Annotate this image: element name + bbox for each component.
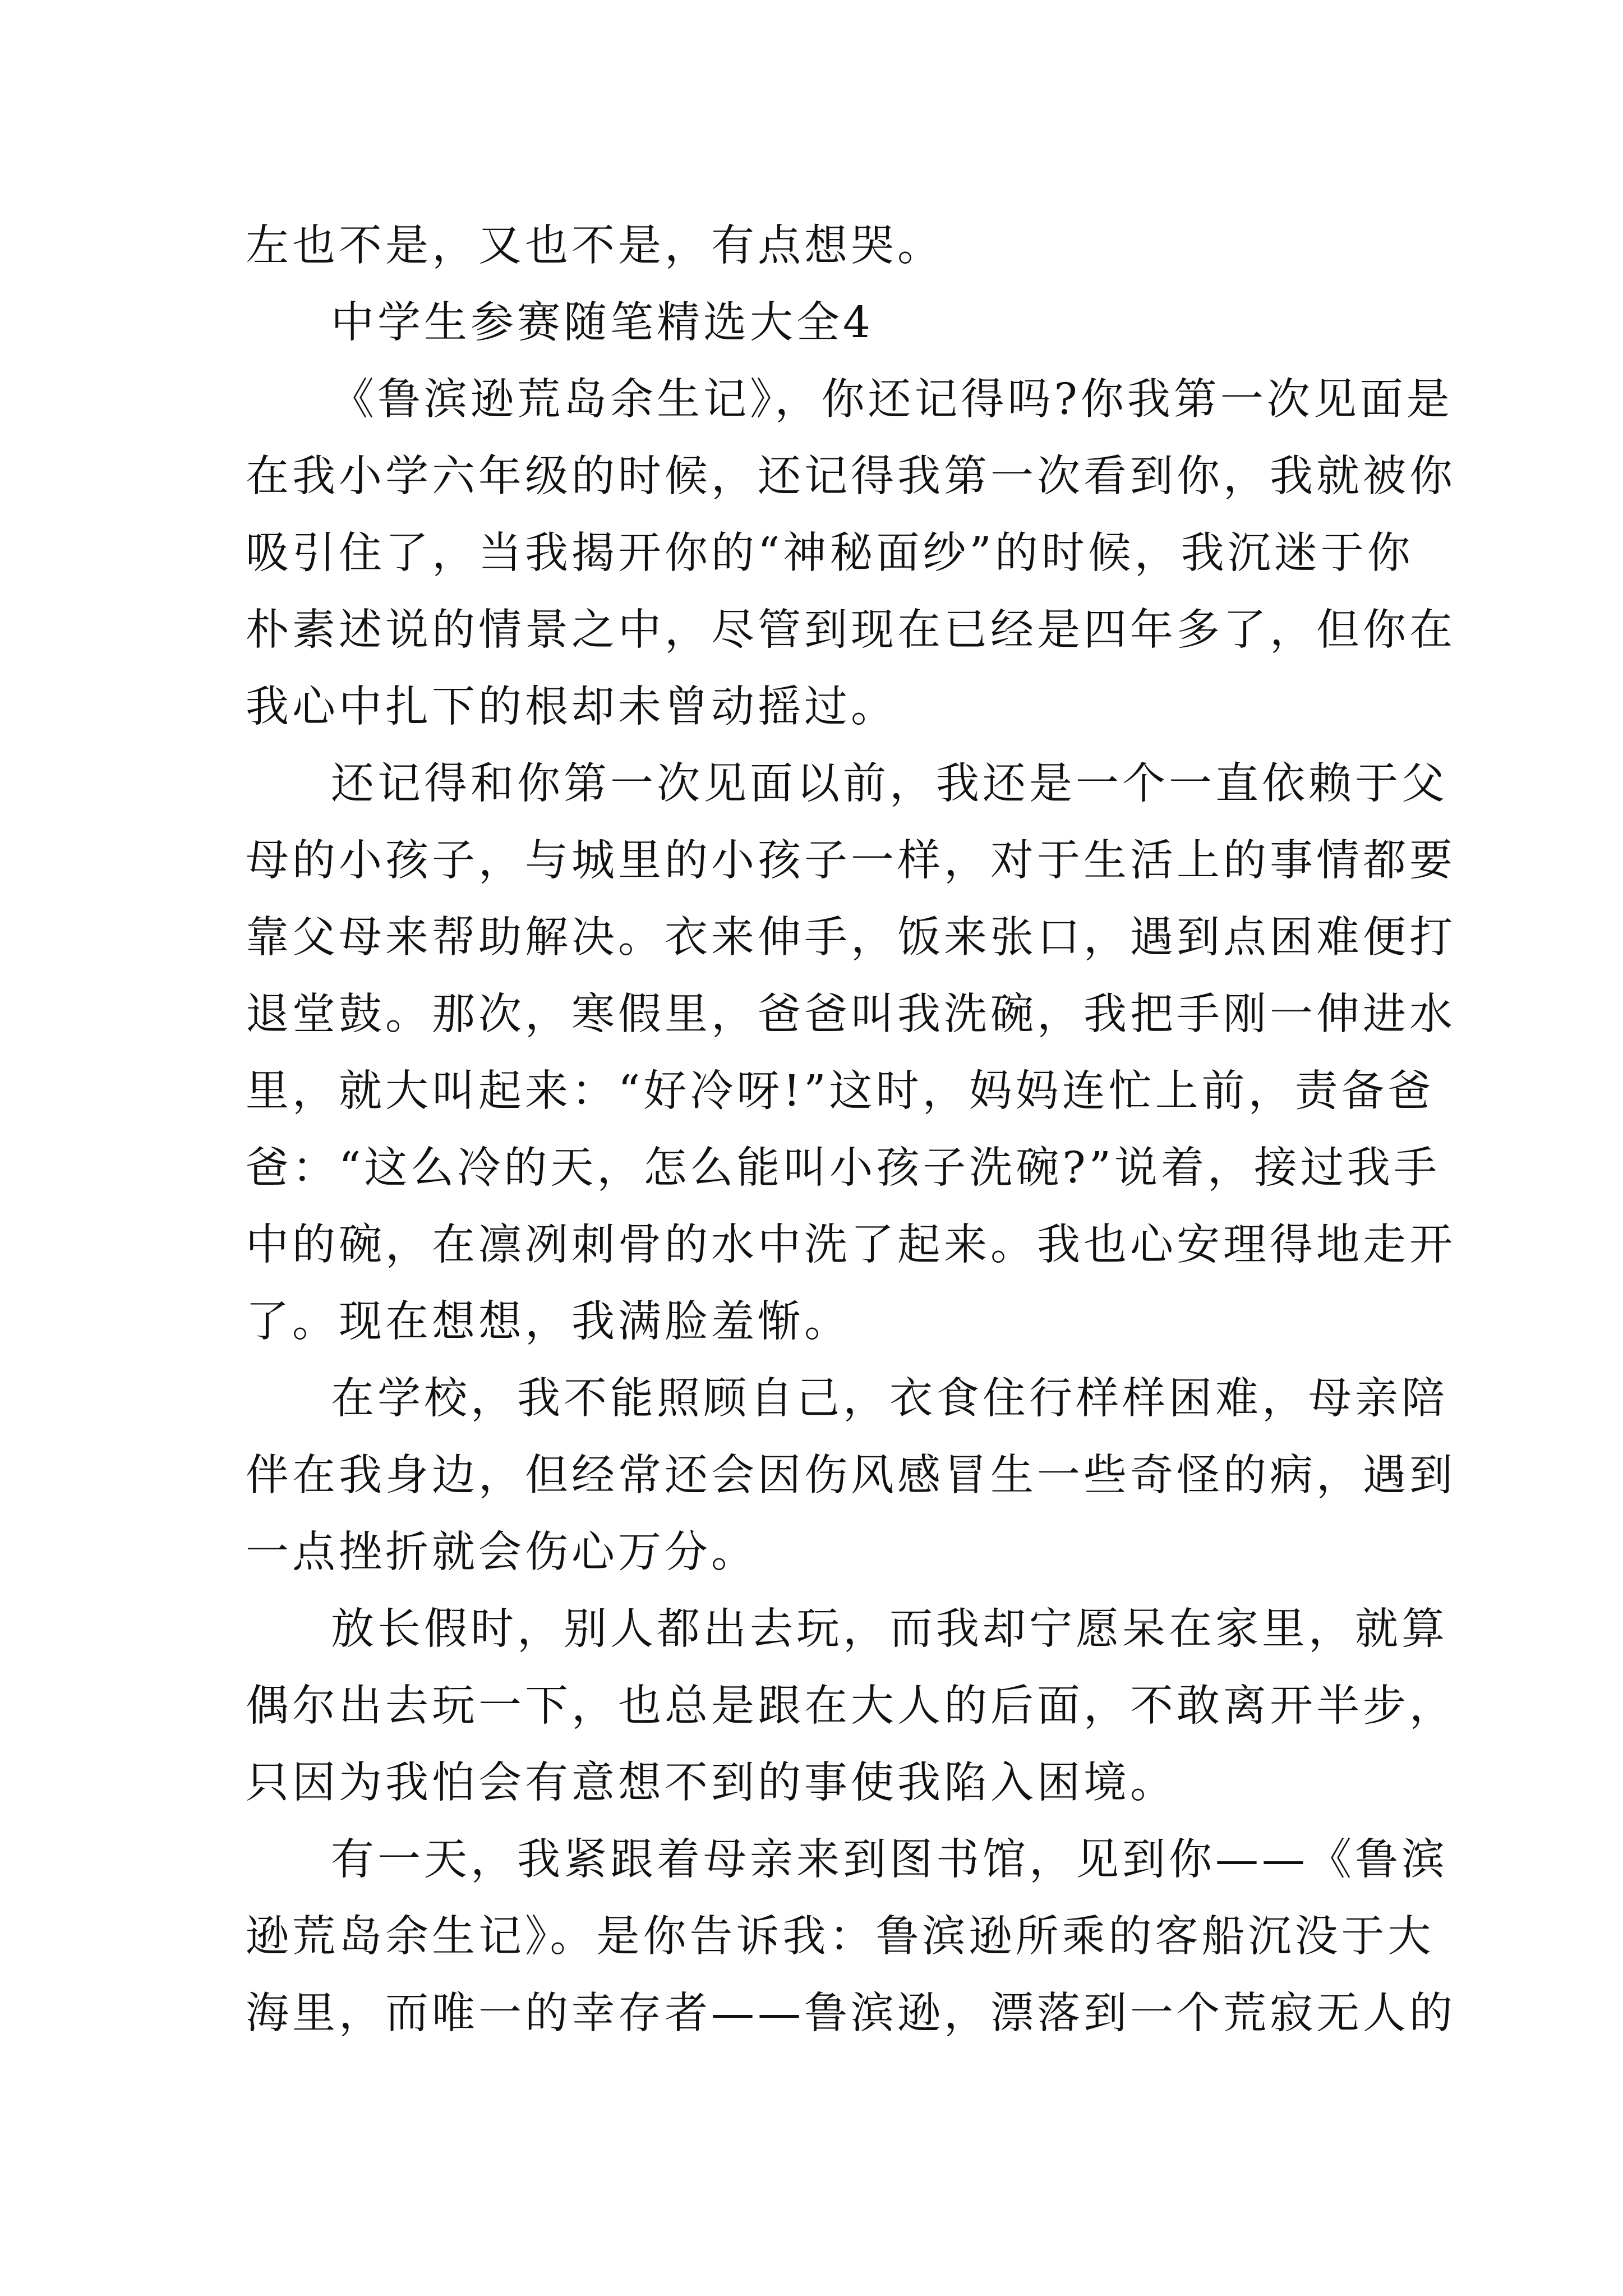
text-line: 还记得和你第一次见面以前，我还是一个一直依赖于父 xyxy=(331,759,1448,809)
text-line: 《鲁滨逊荒岛余生记》，你还记得吗?你我第一次见面是 xyxy=(331,375,1453,425)
text-line: 一点挫折就会伤心万分。 xyxy=(246,1527,758,1577)
text-line: 母的小孩子，与城里的小孩子一样，对于生活上的事情都要 xyxy=(246,836,1456,886)
text-line: 在我小学六年级的时候，还记得我第一次看到你，我就被你 xyxy=(246,452,1456,501)
text-line: 退堂鼓。那次，寒假里，爸爸叫我洗碗，我把手刚一伸进水 xyxy=(246,990,1456,1039)
text-line: 左也不是，又也不是，有点想哭。 xyxy=(246,221,944,271)
text-line: 在学校，我不能照顾自己，衣食住行样样困难，母亲陪 xyxy=(331,1374,1448,1424)
text-line: 里，就大叫起来：“好冷呀!”这时，妈妈连忙上前，责备爸 xyxy=(246,1066,1435,1116)
text-line: 朴素述说的情景之中，尽管到现在已经是四年多了，但你在 xyxy=(246,605,1456,655)
text-line: 靠父母来帮助解决。衣来伸手，饭来张口，遇到点困难便打 xyxy=(246,913,1456,963)
text-line: 海里，而唯一的幸存者——鲁滨逊，漂落到一个荒寂无人的 xyxy=(246,1989,1456,2039)
text-line: 只因为我怕会有意想不到的事使我陷入困境。 xyxy=(246,1758,1177,1808)
section-heading: 中学生参赛随笔精选大全4 xyxy=(331,298,874,348)
text-line: 偶尔出去玩一下，也总是跟在大人的后面，不敢离开半步， xyxy=(246,1681,1456,1731)
text-line: 有一天，我紧跟着母亲来到图书馆，见到你——《鲁滨 xyxy=(331,1835,1448,1885)
text-line: 吸引住了，当我揭开你的“神秘面纱”的时候，我沉迷于你 xyxy=(246,528,1414,578)
document-body xyxy=(246,208,1456,2052)
text-line: 爸：“这么冷的天，怎么能叫小孩子洗碗?”说着，接过我手 xyxy=(246,1143,1441,1193)
text-line: 我心中扎下的根却未曾动摇过。 xyxy=(246,682,897,732)
text-line: 放长假时，别人都出去玩，而我却宁愿呆在家里，就算 xyxy=(331,1604,1448,1654)
text-line: 逊荒岛余生记》。是你告诉我：鲁滨逊所乘的客船沉没于大 xyxy=(246,1912,1435,1962)
text-line: 中的碗，在凛冽刺骨的水中洗了起来。我也心安理得地走开 xyxy=(246,1220,1456,1270)
text-line: 伴在我身边，但经常还会因伤风感冒生一些奇怪的病，遇到 xyxy=(246,1451,1456,1501)
text-line: 了。现在想想，我满脸羞惭。 xyxy=(246,1297,851,1347)
